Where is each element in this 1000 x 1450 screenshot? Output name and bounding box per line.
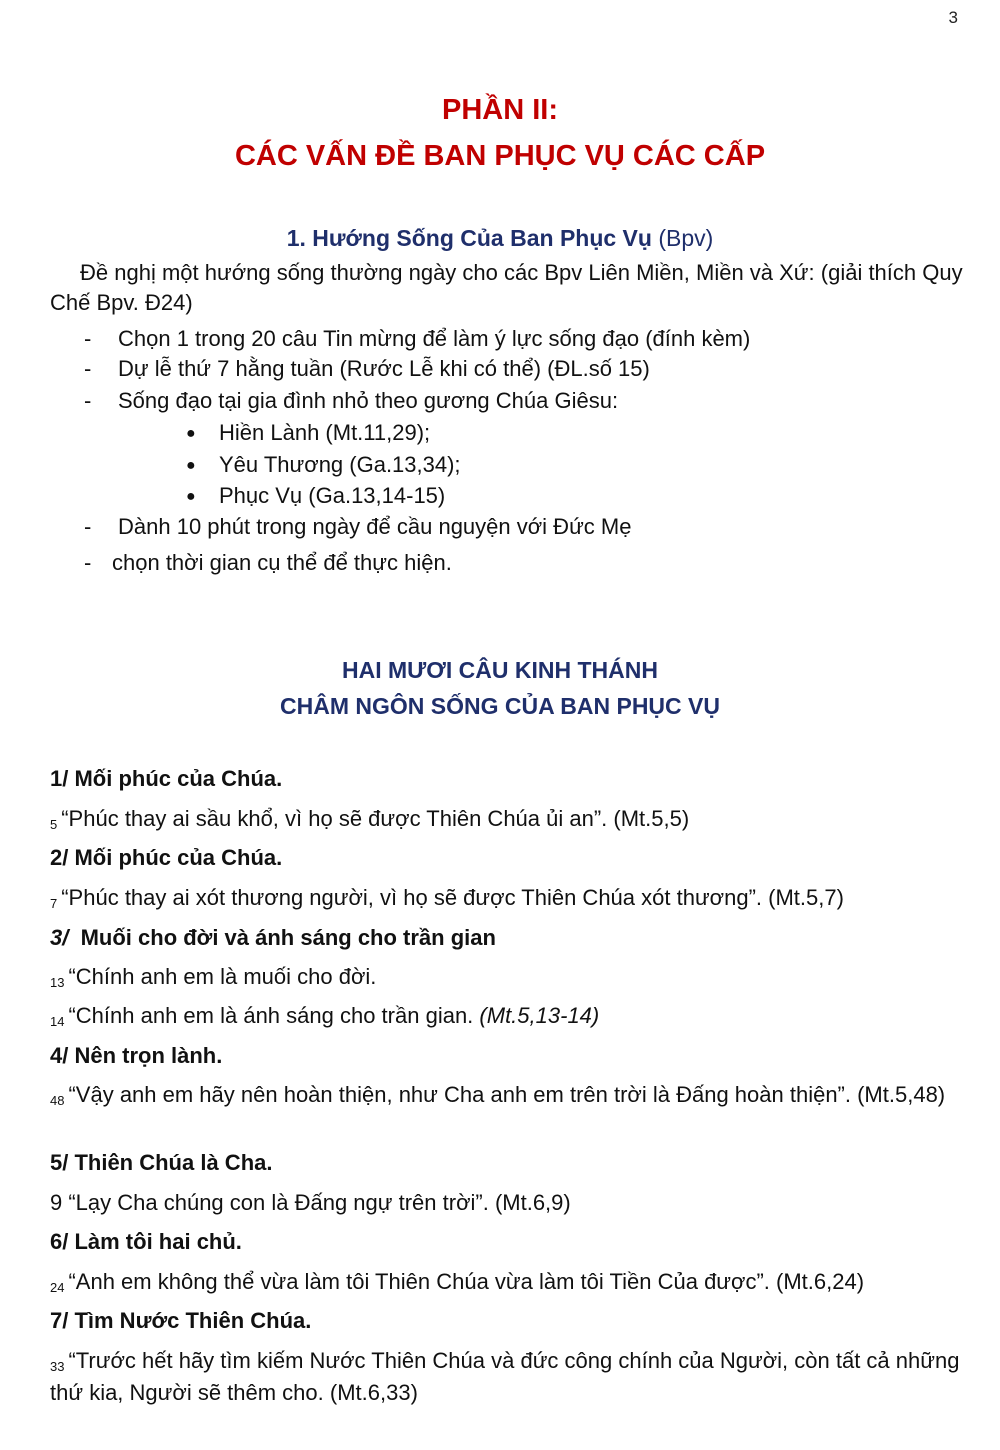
verse-title [50, 925, 496, 951]
verse-title: 2/ Mối phúc của Chúa. [50, 845, 283, 870]
list-item [84, 386, 618, 416]
verse-body: “Phúc thay ai sầu khổ, vì họ sẽ được Thiên Chúa ủi an”. (Mt.5,5) [61, 806, 690, 831]
verse-title-number: 3/ [50, 925, 69, 950]
dash-marker: - [84, 514, 92, 539]
verse-text: 9 “Lạy Cha chúng con là Đấng ngự trên trời”. (Mt.6,9) [50, 1190, 571, 1215]
section-heading-suffix: (Bpv) [651, 225, 714, 251]
list-item-text: Dự lễ thứ 7 hằng tuần (Rước Lễ khi có thể) (ĐL.số 15) [118, 356, 650, 381]
verse-title: 4/ Nên trọn lành. [50, 1043, 223, 1068]
dash-marker: - [84, 356, 92, 381]
bullet-icon: ● [186, 488, 196, 505]
verse-number: 14 [50, 1014, 65, 1029]
bullet-icon: ● [186, 457, 196, 474]
bullet-icon: ● [186, 425, 196, 442]
verse-text [50, 885, 965, 917]
dash-marker: - [84, 550, 92, 575]
verse-body: “Chính anh em là muối cho đời. [68, 964, 377, 989]
verse-title: 5/ Thiên Chúa là Cha. [50, 1150, 273, 1175]
verse-number: 33 [50, 1359, 65, 1374]
verse-reference: (Mt.5,13-14) [479, 1003, 600, 1028]
bullet-item [186, 481, 445, 512]
part-subtitle: CÁC VẤN ĐỀ BAN PHỤC VỤ CÁC CẤP [234, 140, 766, 172]
verse-title: 6/ Làm tôi hai chủ. [50, 1229, 242, 1254]
verse-body: “Phúc thay ai xót thương người, vì họ sẽ được Thiên Chúa xót thương”. (Mt.5,7) [61, 885, 844, 910]
list-item-text: Chọn 1 trong 20 câu Tin mừng để làm ý lực sống đạo (đính kèm) [118, 326, 751, 351]
list-item-text: chọn thời gian cụ thể để thực hiện. [112, 550, 452, 575]
bullet-item-text: Phục Vụ (Ga.13,14-15) [219, 483, 446, 508]
verse-title-text: Muối cho đời và ánh sáng cho trần gian [80, 925, 496, 950]
verse-text [50, 1348, 965, 1406]
intro-paragraph: Đề nghị một hướng sống thường ngày cho các Bpv Liên Miền, Miền và Xứ: (giải thích Quy Chế Bpv. Đ24) [50, 260, 963, 315]
list-item [84, 354, 650, 384]
verse-text [50, 1269, 965, 1301]
page-number: 3 [948, 8, 958, 27]
verse-number: 5 [50, 817, 58, 832]
list-item [84, 512, 631, 542]
verse-number: 24 [50, 1280, 65, 1295]
verse-text [50, 806, 965, 838]
verse-text [50, 964, 965, 996]
bullet-item [186, 450, 461, 481]
bullet-item-text: Hiền Lành (Mt.11,29); [219, 420, 431, 445]
verse-title: 1/ Mối phúc của Chúa. [50, 766, 283, 791]
verse-text [50, 1082, 965, 1114]
verse-number: 7 [50, 896, 58, 911]
verses-subheading: CHÂM NGÔN SỐNG CỦA BAN PHỤC VỤ [280, 693, 720, 719]
dash-marker: - [84, 388, 92, 413]
list-item [84, 324, 750, 354]
bullet-item [186, 418, 430, 449]
section-heading [0, 225, 1000, 252]
section-heading-bold: 1. Hướng Sống Của Ban Phục Vụ [286, 225, 652, 251]
part-title: PHẦN II: [442, 94, 558, 126]
verse-text [50, 1003, 965, 1035]
verse-number: 13 [50, 975, 65, 990]
list-item-text: Sống đạo tại gia đình nhỏ theo gương Chúa Giêsu: [118, 388, 619, 413]
verse-body: “Chính anh em là ánh sáng cho trần gian. [68, 1003, 474, 1028]
dash-marker: - [84, 326, 92, 351]
verse-title: 7/ Tìm Nước Thiên Chúa. [50, 1308, 312, 1333]
verse-body: “Trước hết hãy tìm kiếm Nước Thiên Chúa và đức công chính của Người, còn tất cả những thứ kia, Người sẽ thêm cho. (Mt.6,33) [50, 1348, 960, 1405]
list-item-text: Dành 10 phút trong ngày để cầu nguyện với Đức Mẹ [118, 514, 632, 539]
bullet-item-text: Yêu Thương (Ga.13,34); [219, 452, 461, 477]
verse-number: 48 [50, 1093, 65, 1108]
verse-body: “Anh em không thể vừa làm tôi Thiên Chúa vừa làm tôi Tiền Của được”. (Mt.6,24) [68, 1269, 865, 1294]
verses-heading: HAI MƯƠI CÂU KINH THÁNH [342, 657, 658, 683]
list-item [84, 548, 452, 578]
verse-body: “Vậy anh em hãy nên hoàn thiện, như Cha anh em trên trời là Đấng hoàn thiện”. (Mt.5,48) [68, 1082, 946, 1107]
